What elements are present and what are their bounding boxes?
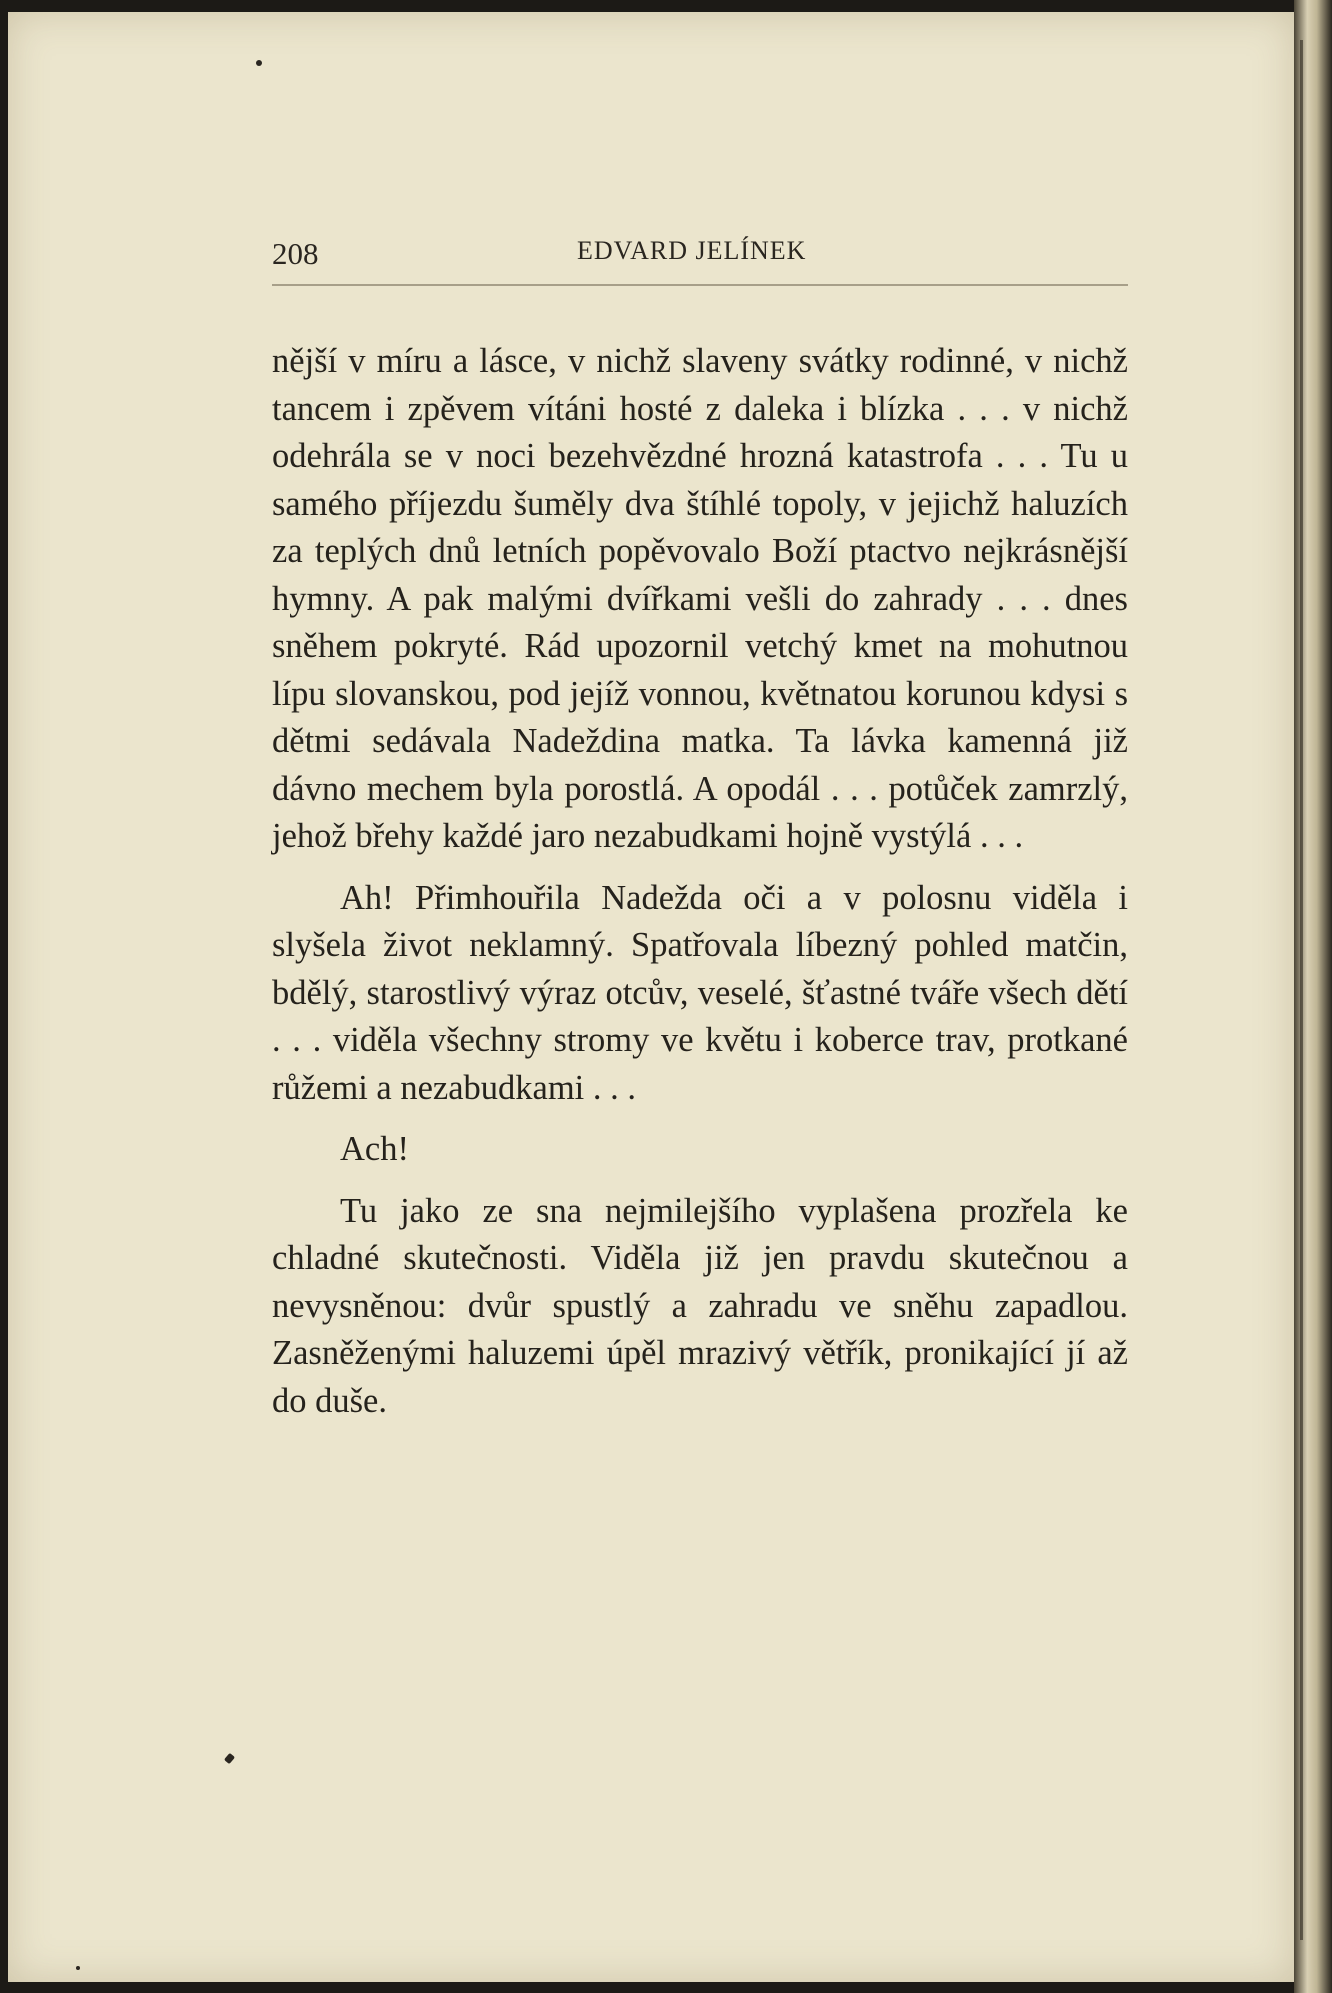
page-header bbox=[272, 228, 1128, 288]
paper-speck bbox=[256, 60, 262, 66]
header-rule bbox=[272, 284, 1128, 286]
paragraph: Ah! Přimhouřila Nadežda oči a v polosnu viděla i slyšela život neklamný. Spatřovala líbezný pohled matčin, bdělý, starostlivý výraz otcův, veselé, šťastné tváře všech dětí . . . viděla všechny stromy ve květu i koberce trav, protkané růžemi a nezabudkami . . . bbox=[272, 878, 1128, 1107]
paragraph: Ach! bbox=[340, 1130, 409, 1168]
page-number: 208 bbox=[272, 236, 319, 271]
body-text bbox=[272, 338, 1128, 1439]
gutter-shadow bbox=[1300, 40, 1303, 1940]
running-head: EDVARD JELÍNEK bbox=[577, 236, 807, 265]
paper-speck bbox=[76, 1966, 80, 1970]
paragraph: Tu jako ze sna nejmilejšího vyplašena prozřela ke chladné skutečnosti. Viděla již jen pravdu skutečnou a nevysněnou: dvůr spustlý a zahradu ve sněhu zapadlou. Zasněženými haluzemi úpěl mrazivý větřík, pronikající jí až do duše. bbox=[272, 1191, 1128, 1420]
paragraph: nější v míru a lásce, v nichž slaveny svátky rodinné, v nichž tancem i zpěvem vítáni hosté z daleka i blízka . . . v nichž odehrála se v noci bezehvězdné hrozná katastrofa . . . Tu u samého příjezdu šuměly dva štíhlé topoly, v jejichž haluzích za teplých dnů letních popěvovalo Boží ptactvo nejkrásnější hymny. A pak malými dvířkami vešli do zahrady . . . dnes sněhem pokryté. Rád upozornil vetchý kmet na mohutnou lípu slovanskou, pod jejíž vonnou, květnatou korunou kdysi s dětmi sedávala Nadeždina matka. Ta lávka kamenná již dávno mechem byla porostlá. A opodál . . . potůček zamrzlý, jehož břehy každé jaro nezabudkami hojně vystýlá . . . bbox=[272, 342, 1128, 855]
